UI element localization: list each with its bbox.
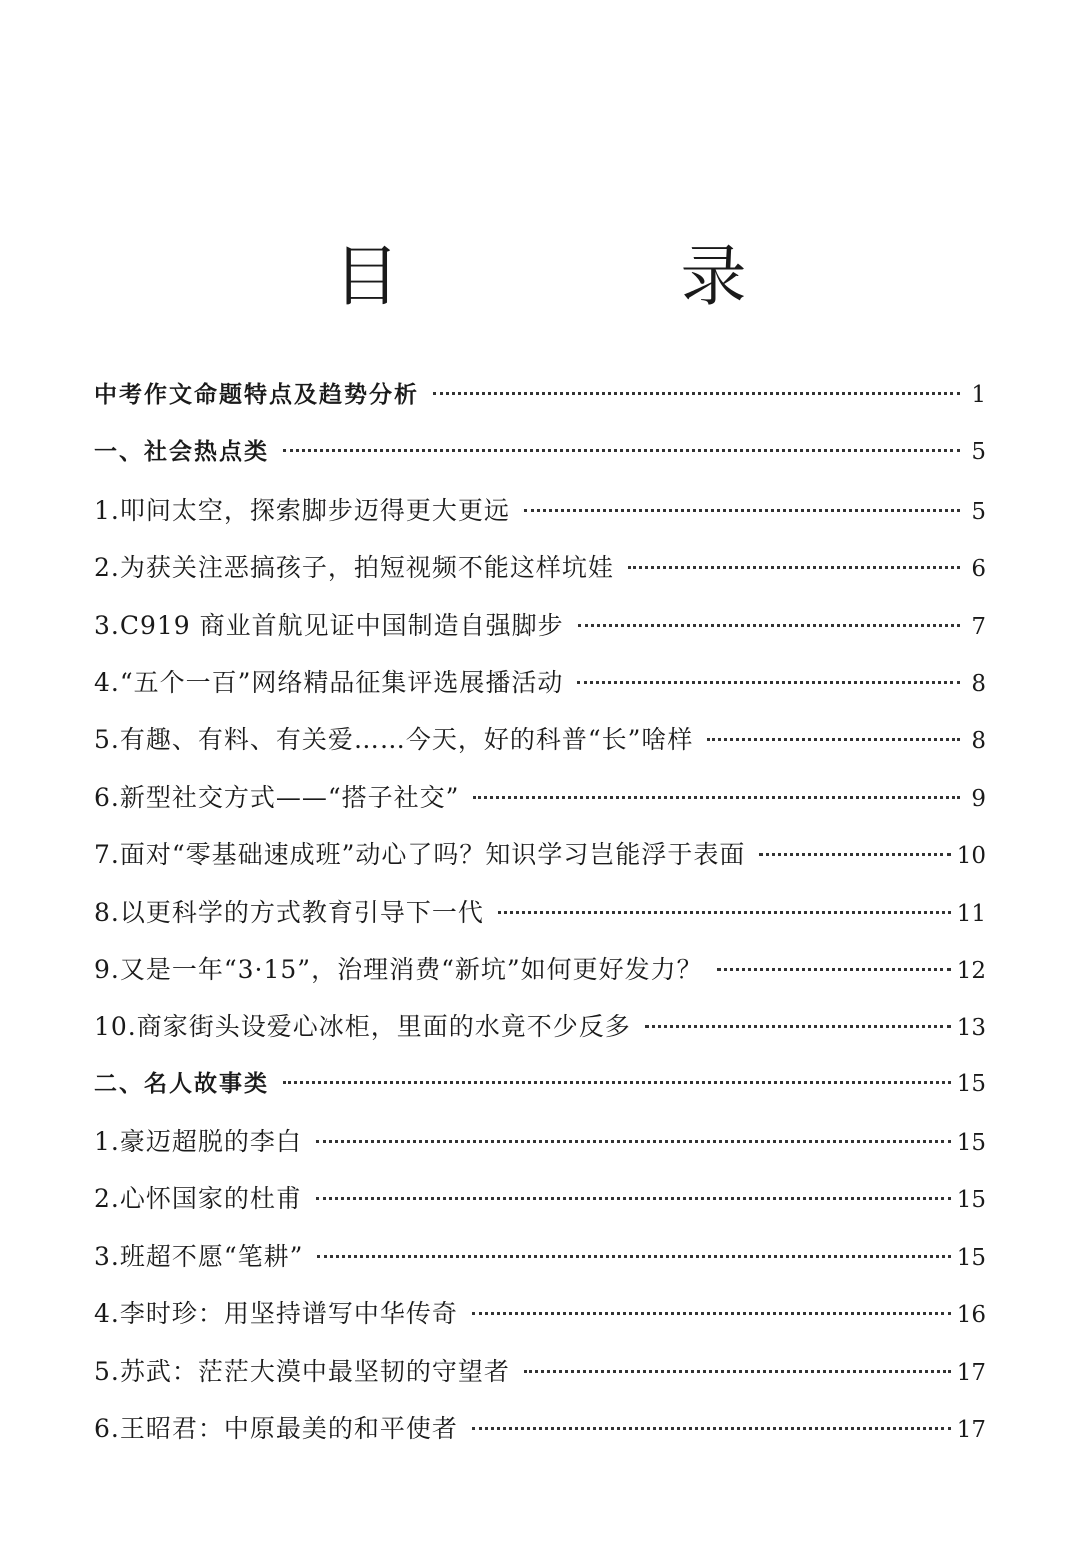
toc-entry-title: 2.心怀国家的杜甫 — [94, 1184, 302, 1214]
toc-entry[interactable] — [94, 1237, 986, 1294]
dot-leader — [524, 1370, 951, 1373]
toc-entry[interactable] — [94, 1409, 986, 1466]
toc-page-number: 13 — [956, 1015, 986, 1042]
toc-entry-title: 3.班超不愿“笔耕” — [94, 1241, 304, 1271]
toc-page-number: 7 — [971, 613, 986, 640]
toc-page-number: 6 — [971, 556, 986, 583]
toc-entry[interactable] — [94, 835, 986, 892]
toc-entry[interactable] — [94, 606, 986, 663]
dot-leader — [524, 509, 960, 512]
page-title: 目 录 — [333, 238, 877, 316]
toc-page-number: 1 — [971, 382, 986, 408]
toc-entry[interactable] — [94, 1352, 986, 1409]
dot-leader — [628, 566, 960, 569]
dot-leader — [316, 1197, 951, 1200]
toc-section-heading[interactable] — [94, 376, 986, 433]
toc-page-number: 15 — [956, 1130, 986, 1157]
toc-entry[interactable] — [94, 720, 986, 777]
toc-entry-title: 6.新型社交方式——“搭子社交” — [94, 782, 460, 812]
toc-entry[interactable] — [94, 778, 986, 835]
dot-leader — [577, 681, 960, 684]
table-of-contents — [94, 376, 986, 1466]
dot-leader — [707, 738, 960, 741]
toc-page-number: 10 — [956, 843, 986, 870]
toc-entry[interactable] — [94, 663, 986, 720]
toc-entry[interactable] — [94, 893, 986, 950]
toc-page-number: 11 — [956, 900, 986, 927]
toc-page-number: 15 — [956, 1187, 986, 1214]
toc-entry-title: 2.为获关注恶搞孩子，拍短视频不能这样坑娃 — [94, 553, 614, 583]
toc-entry[interactable] — [94, 1294, 986, 1351]
dot-leader — [578, 624, 960, 627]
toc-entry[interactable] — [94, 950, 986, 1007]
toc-page-number: 12 — [956, 957, 986, 984]
toc-entry-title: 6.王昭君：中原最美的和平使者 — [94, 1414, 458, 1444]
toc-page-number: 15 — [956, 1070, 986, 1097]
dot-leader — [472, 1312, 951, 1315]
toc-entry-title: 二、名人故事类 — [94, 1070, 269, 1097]
dot-leader — [283, 449, 960, 452]
dot-leader — [645, 1025, 951, 1028]
toc-section-heading[interactable] — [94, 433, 986, 490]
toc-entry[interactable] — [94, 548, 986, 605]
toc-entry-title: 10.商家街头设爱心冰柜，里面的水竟不少反多 — [94, 1012, 631, 1042]
dot-leader — [473, 796, 960, 799]
toc-entry[interactable] — [94, 491, 986, 548]
dot-leader — [317, 1255, 950, 1258]
toc-entry-title: 3.C919 商业首航见证中国制造自强脚步 — [94, 610, 564, 640]
toc-page-number: 15 — [956, 1244, 986, 1271]
dot-leader — [316, 1140, 951, 1143]
toc-entry-title: 一、社会热点类 — [94, 439, 269, 466]
dot-leader — [472, 1427, 951, 1430]
toc-entry-title: 4.李时珍：用坚持谱写中华传奇 — [94, 1299, 458, 1329]
toc-entry[interactable] — [94, 1007, 986, 1064]
toc-page-number: 17 — [956, 1417, 986, 1444]
toc-entry-title: 中考作文命题特点及趋势分析 — [94, 382, 419, 408]
toc-entry-title: 1.叩问太空，探索脚步迈得更大更远 — [94, 495, 510, 525]
toc-page-number: 16 — [956, 1302, 986, 1329]
toc-entry-title: 4.“五个一百”网络精品征集评选展播活动 — [94, 667, 564, 697]
toc-page-number: 9 — [971, 785, 986, 812]
dot-leader — [433, 392, 960, 395]
toc-entry-title: 1.豪迈超脱的李白 — [94, 1127, 302, 1157]
toc-entry-title: 5.苏武：茫茫大漠中最坚韧的守望者 — [94, 1356, 510, 1386]
toc-page-number: 5 — [971, 439, 986, 466]
toc-entry-title: 8.以更科学的方式教育引导下一代 — [94, 897, 484, 927]
dot-leader — [283, 1081, 951, 1084]
dot-leader — [498, 911, 951, 914]
toc-entry-title: 5.有趣、有料、有关爱……今天，好的科普“长”啥样 — [94, 725, 694, 755]
toc-page-number: 5 — [971, 498, 986, 525]
toc-entry[interactable] — [94, 1122, 986, 1179]
toc-section-heading[interactable] — [94, 1065, 986, 1122]
toc-page-number: 17 — [956, 1359, 986, 1386]
toc-page-number: 8 — [971, 670, 986, 697]
toc-entry-title: 9.又是一年“3·15”，治理消费“新坑”如何更好发力？ — [94, 954, 703, 984]
toc-entry[interactable] — [94, 1179, 986, 1236]
toc-entry-title: 7.面对“零基础速成班”动心了吗？知识学习岂能浮于表面 — [94, 840, 746, 870]
dot-leader — [717, 968, 951, 971]
toc-page-number: 8 — [971, 728, 986, 755]
dot-leader — [759, 853, 950, 856]
